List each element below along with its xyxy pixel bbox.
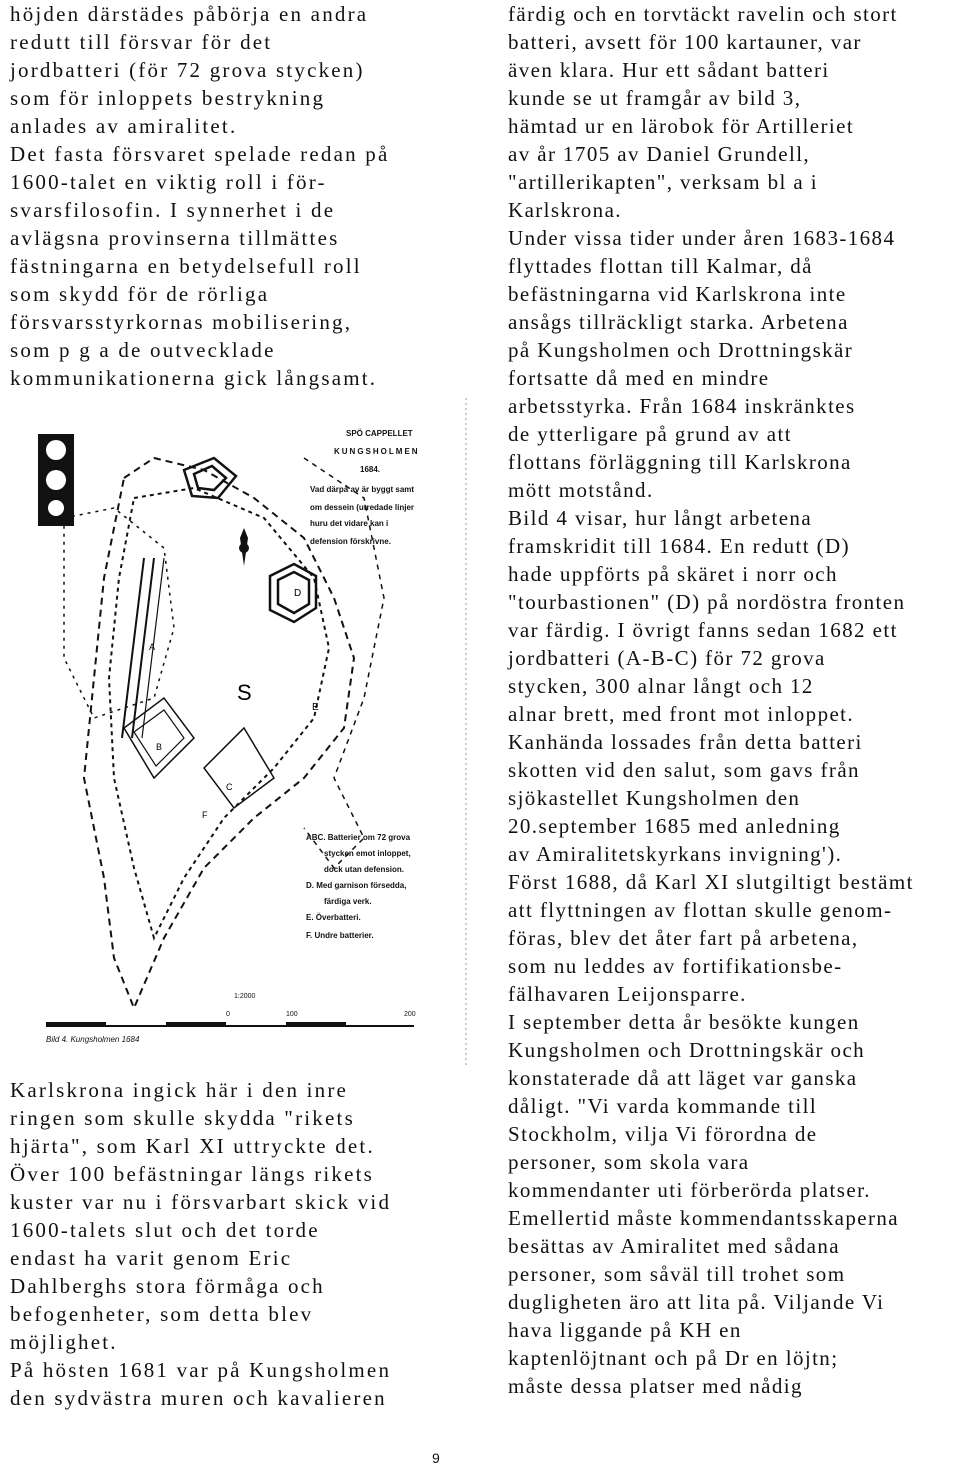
- text-line: färdig och en torvtäckt ravelin och stort: [508, 2, 898, 26]
- text-line: batteri, avsett för 100 kartauner, var: [508, 30, 862, 54]
- text-line: anlades av amiralitet.: [10, 114, 238, 138]
- coat-of-arms-icon: [38, 434, 74, 526]
- scale-tick-0: 0: [226, 1011, 230, 1018]
- text-line: Stockholm, vilja Vi förordna de: [508, 1122, 818, 1146]
- text-line: jordbatteri (A-B-C) för 72 grova: [508, 646, 826, 670]
- text-line: de ytterligare på grund av att: [508, 422, 792, 446]
- scale-tick-200: 200: [404, 1011, 416, 1018]
- text-line: befästningarna vid Karlskrona inte: [508, 282, 847, 306]
- text-line: Kanhända lossades från detta batteri: [508, 730, 863, 754]
- map-legend-4: D. Med garnison försedda,: [306, 881, 407, 890]
- text-line: den sydvästra muren och kavalieren: [10, 1386, 387, 1410]
- map-legend-5: färdiga verk.: [324, 897, 372, 906]
- text-line: Karlskrona ingick här i den inre: [10, 1078, 349, 1102]
- text-line: att flyttningen av flottan skulle genom-: [508, 898, 893, 922]
- map-letter-f: F: [202, 810, 208, 820]
- text-line: 1600-talet en viktig roll i för-: [10, 170, 327, 194]
- text-line: som p g a de outvecklade: [10, 338, 276, 362]
- page-number: 9: [432, 1450, 440, 1466]
- text-line: fälhavaren Leijonsparre.: [508, 982, 747, 1006]
- text-line: föras, blev det åter fart på arbetena,: [508, 926, 859, 950]
- left-column-top-text: [10, 0, 480, 392]
- text-line: fästningarna en betydelsefull roll: [10, 254, 362, 278]
- right-column: [508, 0, 960, 1400]
- text-line: skotten vid den salut, som gavs från: [508, 758, 860, 782]
- map-letter-e: E: [312, 702, 319, 713]
- text-line: sjökastellet Kungsholmen den: [508, 786, 801, 810]
- text-line: fortsatte då med en mindre: [508, 366, 770, 390]
- text-line: ansågs tillräckligt starka. Arbetena: [508, 310, 849, 334]
- text-line: Det fasta försvaret spelade redan på: [10, 142, 390, 166]
- text-line: kaptenlöjtnant och på Dr en löjtn;: [508, 1346, 839, 1370]
- text-line: stycken, 300 alnar långt och 12: [508, 674, 814, 698]
- text-line: som för inloppets bestrykning: [10, 86, 326, 110]
- text-line: Karlskrona.: [508, 198, 622, 222]
- text-line: redutt till försvar för det: [10, 30, 273, 54]
- map-legend-1: ABC. Batterier om 72 grova: [306, 833, 411, 842]
- text-line: svarsfilosofin. I synnerhet i de: [10, 198, 336, 222]
- text-line: jordbatteri (för 72 grova stycken): [10, 58, 365, 82]
- map-letter-s: S: [237, 680, 252, 705]
- text-line: Under vissa tider under åren 1683-1684: [508, 226, 896, 250]
- text-line: I september detta år besökte kungen: [508, 1010, 860, 1034]
- text-line: befogenheter, som detta blev: [10, 1302, 314, 1326]
- text-line: flottans förläggning till Karlskrona: [508, 450, 852, 474]
- map-note-1: Vad därpå av är byggt samt: [310, 485, 415, 494]
- text-line: "artillerikapten", verksam bl a i: [508, 170, 819, 194]
- text-line: På hösten 1681 var på Kungsholmen: [10, 1358, 392, 1382]
- map-letter-b: B: [156, 742, 163, 752]
- text-line: Bild 4 visar, hur långt arbetena: [508, 506, 813, 530]
- text-line: kunde se ut framgår av bild 3,: [508, 86, 802, 110]
- text-line: kommunikationerna gick långsamt.: [10, 366, 378, 390]
- text-line: av Amiralitetskyrkans invigning').: [508, 842, 843, 866]
- map-legend-3: dock utan defension.: [324, 865, 405, 874]
- text-line: försvarsstyrkornas mobilisering,: [10, 310, 353, 334]
- text-line: Först 1688, då Karl XI slutgiltigt bestämt: [508, 870, 914, 894]
- text-line: 1600-talets slut och det torde: [10, 1218, 320, 1242]
- text-line: avlägsna provinserna tillmättes: [10, 226, 340, 250]
- text-line: möjlighet.: [10, 1330, 118, 1354]
- text-line: mött motstånd.: [508, 478, 654, 502]
- right-column-text: [508, 0, 960, 1400]
- text-line: på Kungsholmen och Drottningskär: [508, 338, 854, 362]
- text-line: hämtad ur en lärobok för Artilleriet: [508, 114, 855, 138]
- left-column-bottom: [10, 1076, 480, 1412]
- text-line: kommendanter uti förberörda platser.: [508, 1178, 871, 1202]
- map-legend-7: F. Undre batterier.: [306, 931, 374, 940]
- text-line: dåligt. "Vi varda kommande till: [508, 1094, 818, 1118]
- map-note-2: om dessein (utredade linjer: [310, 503, 415, 512]
- text-line: alnar brett, med front mot inloppet.: [508, 702, 855, 726]
- text-line: Över 100 befästningar längs rikets: [10, 1162, 375, 1186]
- text-line: höjden därstädes påbörja en andra: [10, 2, 369, 26]
- text-line: även klara. Hur ett sådant batteri: [508, 58, 830, 82]
- map-legend-2: stycken emot inloppet,: [324, 849, 411, 858]
- map-note-4: defension förskrivne.: [310, 537, 391, 546]
- map-letter-a: A: [149, 642, 156, 652]
- compass-rose-icon: [239, 528, 249, 566]
- text-line: arbetsstyrka. Från 1684 inskränktes: [508, 394, 856, 418]
- text-line: hade uppförts på skäret i norr och: [508, 562, 838, 586]
- scale-tick-100: 100: [286, 1011, 298, 1018]
- text-line: Dahlberghs stora förmåga och: [10, 1274, 325, 1298]
- left-column-bottom-text: [10, 1076, 480, 1412]
- text-line: endast ha varit genom Eric: [10, 1246, 293, 1270]
- map-title-1: SPÖ CAPPELLET: [346, 429, 413, 438]
- text-line: var färdig. I övrigt fanns sedan 1682 ett: [508, 618, 898, 642]
- text-line: Kungsholmen och Drottningskär och: [508, 1038, 866, 1062]
- map-note-3: huru det vidare kan i: [310, 519, 389, 528]
- text-line: 20.september 1685 med anledning: [508, 814, 841, 838]
- map-title-2: KUNGSHOLMEN: [334, 447, 420, 456]
- left-column: [10, 0, 480, 392]
- map-drawing: [4, 398, 474, 1076]
- map-letter-d: D: [294, 588, 302, 599]
- figure-caption: Bild 4. Kungsholmen 1684: [46, 1035, 140, 1044]
- map-legend-6: E. Överbatteri.: [306, 913, 361, 922]
- map-letter-c: C: [226, 782, 233, 792]
- text-line: hava liggande på KH en: [508, 1318, 742, 1342]
- text-line: framskridit till 1684. En redutt (D): [508, 534, 851, 558]
- text-line: måste dessa platser med nådig: [508, 1374, 803, 1398]
- map-title-3: 1684.: [360, 465, 381, 474]
- text-line: som skydd för de rörliga: [10, 282, 270, 306]
- text-line: personer, som såväl till trohet som: [508, 1262, 846, 1286]
- text-line: hjärta", som Karl XI uttryckte det.: [10, 1134, 375, 1158]
- text-line: Emellertid måste kommendantsskaperna: [508, 1206, 899, 1230]
- text-line: ringen som skulle skydda "rikets: [10, 1106, 355, 1130]
- text-line: besättas av Amiralitet med sådana: [508, 1234, 840, 1258]
- text-line: flyttades flottan till Kalmar, då: [508, 254, 813, 278]
- text-line: dugligheten äro att lita på. Viljande Vi: [508, 1290, 885, 1314]
- text-line: som nu leddes av fortifikationsbe-: [508, 954, 843, 978]
- text-line: konstaterade då att läget var ganska: [508, 1066, 858, 1090]
- text-line: "tourbastionen" (D) på nordöstra fronten: [508, 590, 906, 614]
- scale-label: 1:2000: [234, 993, 256, 1000]
- text-line: av år 1705 av Daniel Grundell,: [508, 142, 811, 166]
- text-line: kuster var nu i försvarbart skick vid: [10, 1190, 392, 1214]
- text-line: personer, som skola vara: [508, 1150, 750, 1174]
